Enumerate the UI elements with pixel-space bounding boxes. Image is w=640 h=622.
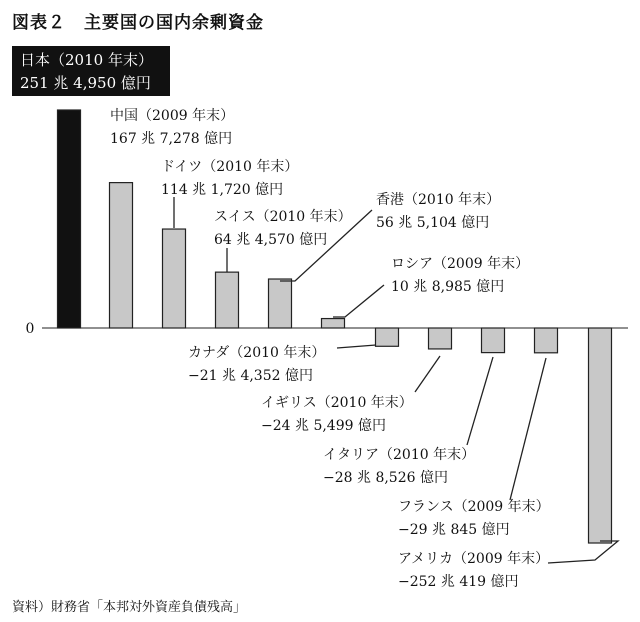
zero-tick-label: 0: [25, 321, 35, 337]
data-label-value-イギリス: −24 兆 5,499 億円: [261, 418, 386, 434]
data-label-value-香港: 56 兆 5,104 億円: [376, 215, 490, 231]
data-label-name-ドイツ: ドイツ（2010 年末）: [161, 159, 299, 175]
bar-ロシア: [322, 319, 345, 328]
leader-line-イギリス: [415, 356, 440, 392]
figure-title: 図表２ 主要国の国内余剰資金: [12, 13, 264, 33]
data-label-name-スイス: スイス（2010 年末）: [214, 209, 352, 225]
data-label-name-イタリア: イタリア（2010 年末）: [323, 447, 476, 463]
data-label-value-イタリア: −28 兆 8,526 億円: [323, 470, 448, 486]
data-label-name-中国: 中国（2009 年末）: [110, 108, 235, 124]
data-label-value-アメリカ: −252 兆 419 億円: [398, 574, 519, 590]
data-label-name-フランス: フランス（2009 年末）: [398, 499, 550, 515]
data-label-value-フランス: −29 兆 845 億円: [398, 522, 510, 538]
bar-カナダ: [376, 328, 399, 346]
bar-アメリカ: [589, 328, 612, 543]
data-label-name-香港: 香港（2010 年末）: [376, 192, 501, 208]
data-label-value-日本: 251 兆 4,950 億円: [20, 74, 151, 92]
data-label-name-ロシア: ロシア（2009 年末）: [391, 256, 530, 272]
leader-line-ロシア: [333, 285, 384, 317]
data-label-value-スイス: 64 兆 4,570 億円: [214, 232, 328, 248]
bar-ドイツ: [163, 229, 186, 328]
bar-フランス: [535, 328, 558, 353]
leader-line-カナダ: [337, 345, 376, 348]
data-label-value-カナダ: −21 兆 4,352 億円: [188, 368, 313, 384]
bar-香港: [269, 279, 292, 328]
data-label-value-ロシア: 10 兆 8,985 億円: [391, 279, 505, 295]
leader-line-アメリカ: [548, 541, 618, 563]
bar-イギリス: [429, 328, 452, 349]
bar-スイス: [216, 272, 239, 328]
bar-日本: [58, 110, 81, 328]
bar-イタリア: [482, 328, 505, 353]
data-label-value-中国: 167 兆 7,278 億円: [110, 131, 233, 147]
leader-line-イタリア: [467, 357, 493, 445]
data-label-name-アメリカ: アメリカ（2009 年末）: [398, 551, 550, 567]
data-label-value-ドイツ: 114 兆 1,720 億円: [161, 182, 284, 198]
source-note: 資料）財務省「本邦対外資産負債残高」: [12, 600, 247, 615]
bar-中国: [110, 183, 133, 328]
data-label-name-イギリス: イギリス（2010 年末）: [261, 395, 413, 411]
data-label-name-カナダ: カナダ（2010 年末）: [188, 345, 326, 361]
leader-line-フランス: [510, 358, 546, 500]
data-label-name-日本: 日本（2010 年末）: [20, 51, 153, 69]
